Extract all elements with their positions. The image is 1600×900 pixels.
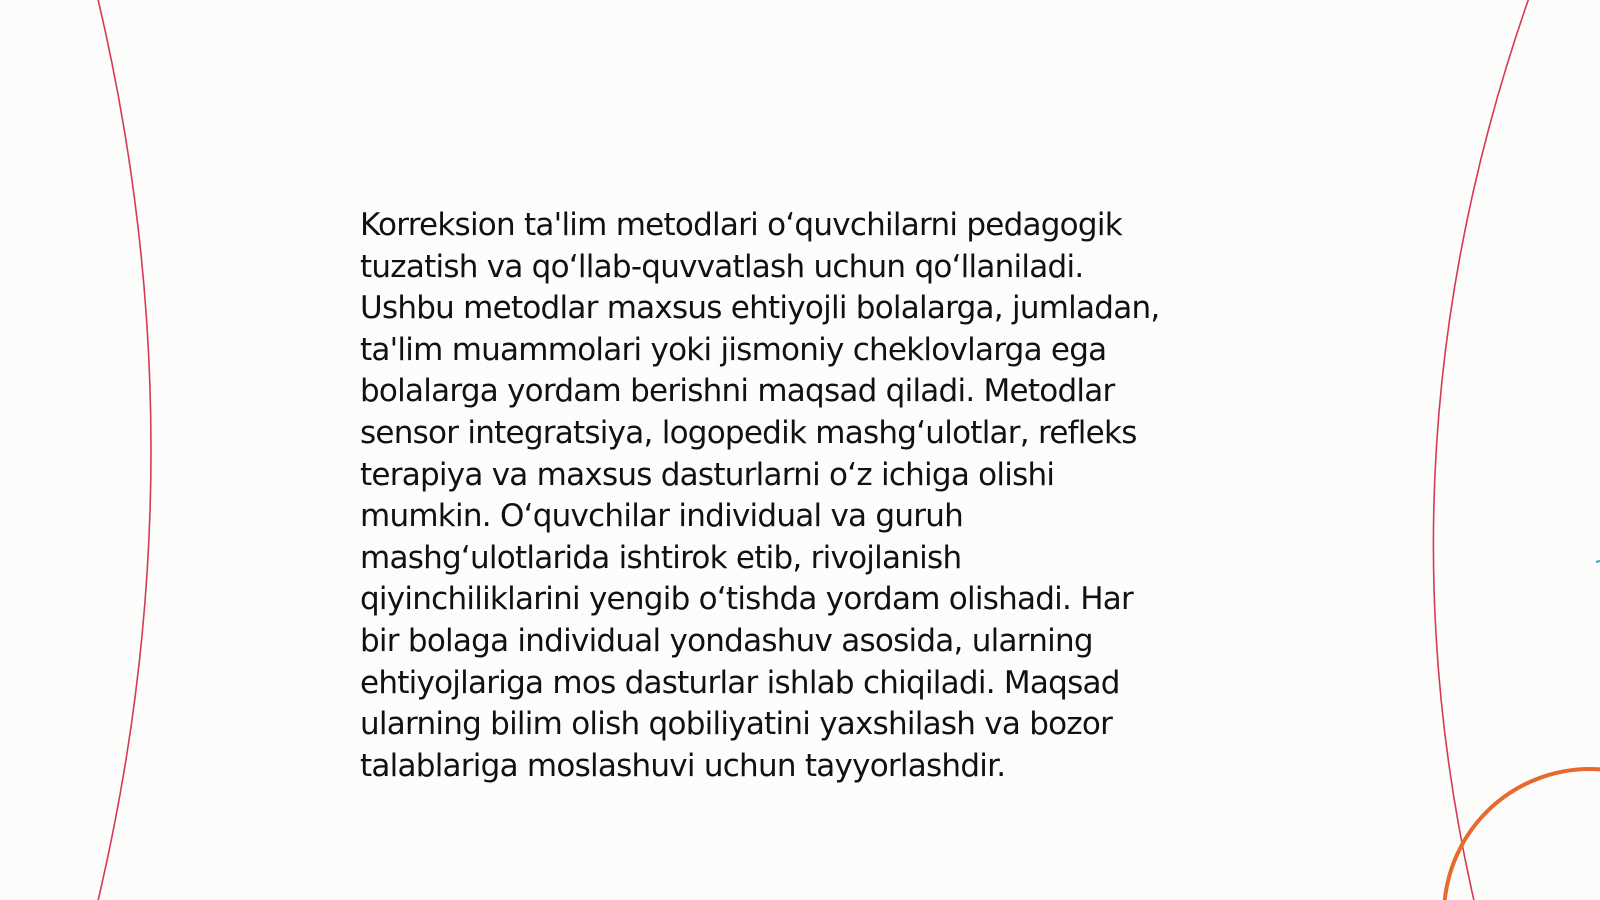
right-arc-curve (1433, 0, 1530, 900)
small-accent-mark (1596, 561, 1600, 562)
body-paragraph: Korreksion ta'lim metodlari oʻquvchilarni pedagogik tuzatish va qoʻllab-quvvatlash uchun qoʻllaniladi. Ushbu metodlar maxsus ehtiyojli bolalarga, jumladan, ta'lim muammolari yoki jismoniy cheklovlarga ega bolalarga yordam berishni maqsad qiladi. Metodlar sensor integratsiya, logopedik mashgʻulotlar, refleks terapiya va maxsus dasturlarni oʻz ichiga olishi mumkin. Oʻquvchilar individual va guruh mashgʻulotlarida ishtirok etib, rivojlanish qiyinchiliklarini yengib oʻtishda yordam olishadi. Har bir bolaga individual yondashuv asosida, ularning ehtiyojlariga mos dasturlar ishlab chiqiladi. Maqsad ularning bilim olish qobiliyatini yaxshilash va bozor talablariga moslashuvi uchun tayyorlashdir. (360, 207, 1160, 784)
orange-circle-outline (1444, 769, 1600, 900)
left-arc-curve (97, 0, 151, 900)
